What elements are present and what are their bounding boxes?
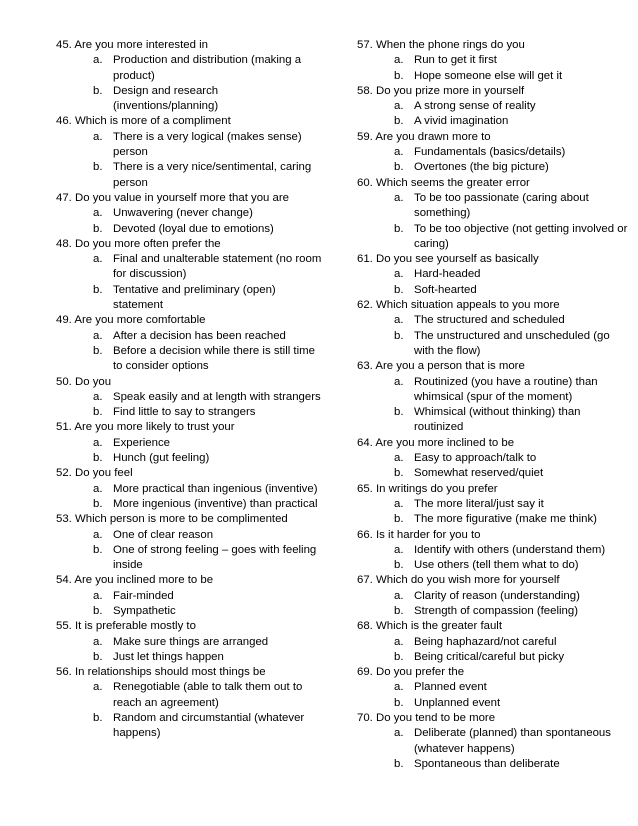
answer-option: [56, 589, 326, 604]
answer-option: [357, 191, 632, 222]
question-line: [357, 573, 632, 588]
question-block: [56, 619, 326, 665]
option-text: Before a decision while there is still time to consider options: [113, 344, 315, 373]
option-letter: b.: [93, 161, 103, 174]
option-letter: a.: [394, 375, 404, 388]
option-letter: a.: [394, 146, 404, 159]
question-text: Which is the greater fault: [376, 620, 503, 633]
question-line: [357, 528, 632, 543]
answer-option: [357, 650, 632, 665]
question-block: [357, 482, 632, 528]
option-letter: a.: [93, 589, 103, 602]
option-text: Hard-headed: [414, 268, 481, 281]
question-number: 46.: [56, 115, 72, 128]
answer-option: [56, 451, 326, 466]
question-number: 47.: [56, 191, 72, 204]
option-text: Find little to say to strangers: [113, 406, 256, 419]
question-text: Do you tend to be more: [376, 712, 496, 725]
option-text: More ingenious (inventive) than practical: [113, 497, 318, 510]
option-text: The more literal/just say it: [414, 497, 544, 510]
question-number: 49.: [56, 314, 72, 327]
question-block: [56, 191, 326, 237]
option-letter: b.: [93, 344, 103, 357]
answer-option: [357, 635, 632, 650]
option-text: Random and circumstantial (whatever happens): [113, 712, 305, 740]
question-line: [357, 252, 632, 267]
question-line: [357, 359, 632, 374]
option-letter: a.: [394, 543, 404, 556]
question-line: [357, 619, 632, 634]
answer-option: [56, 680, 326, 711]
question-line: [357, 298, 632, 313]
question-number: 70.: [357, 712, 373, 725]
answer-option: [56, 390, 326, 405]
option-letter: a.: [93, 681, 103, 694]
answer-option: [56, 206, 326, 221]
question-text: Do you see yourself as basically: [376, 253, 539, 266]
question-number: 52.: [56, 467, 72, 480]
option-letter: b.: [93, 497, 103, 510]
option-text: Sympathetic: [113, 604, 176, 617]
answer-option: [357, 680, 632, 695]
question-text: In relationships should most things be: [75, 666, 266, 679]
question-text: Which situation appeals to you more: [376, 299, 560, 312]
option-text: To be too objective (not getting involved or caring): [414, 222, 628, 250]
option-letter: b.: [394, 283, 404, 296]
option-letter: a.: [394, 191, 404, 204]
option-text: Speak easily and at length with strangers: [113, 390, 321, 403]
question-text: Do you more often prefer the: [75, 237, 221, 250]
question-block: [56, 237, 326, 313]
answer-option: [357, 757, 632, 772]
option-letter: a.: [394, 497, 404, 510]
answer-option: [357, 69, 632, 84]
option-text: Deliberate (planned) than spontaneous (whatever happens): [414, 727, 611, 755]
answer-option: [56, 252, 326, 283]
question-block: [56, 375, 326, 421]
question-number: 62.: [357, 299, 373, 312]
question-line: [56, 420, 326, 435]
option-letter: b.: [394, 757, 404, 770]
option-text: Design and research (inventions/planning): [113, 84, 219, 113]
option-text: Clarity of reason (understanding): [414, 589, 580, 602]
option-letter: a.: [394, 314, 404, 327]
question-text: Are you more likely to trust your: [74, 421, 235, 434]
question-text: Are you more inclined to be: [375, 436, 515, 449]
question-number: 59.: [357, 130, 373, 143]
option-text: Just let things happen: [113, 650, 224, 663]
question-line: [56, 466, 326, 481]
option-letter: b.: [93, 84, 103, 97]
question-text: Which is more of a compliment: [75, 115, 231, 128]
question-line: [56, 512, 326, 527]
answer-option: [357, 114, 632, 129]
answer-option: [56, 436, 326, 451]
option-letter: b.: [93, 604, 103, 617]
question-line: [56, 114, 326, 129]
option-text: Experience: [113, 436, 170, 449]
answer-option: [357, 589, 632, 604]
option-text: Final and unalterable statement (no room for discussion): [113, 253, 322, 281]
option-letter: a.: [93, 130, 103, 143]
question-line: [357, 84, 632, 99]
question-text: Do you prize more in yourself: [376, 84, 525, 97]
option-text: Somewhat reserved/quiet: [414, 467, 544, 480]
answer-option: [357, 375, 632, 406]
option-letter: a.: [394, 452, 404, 465]
option-text: Use others (tell them what to do): [414, 559, 579, 572]
option-text: Renegotiable (able to talk them out to reach an agreement): [113, 681, 303, 709]
option-text: Strength of compassion (feeling): [414, 604, 578, 617]
question-block: [357, 665, 632, 711]
question-line: [357, 665, 632, 680]
answer-option: [56, 711, 326, 742]
answer-option: [357, 558, 632, 573]
question-block: [357, 619, 632, 665]
answer-option: [357, 726, 632, 757]
question-block: [357, 711, 632, 772]
option-letter: b.: [394, 69, 404, 82]
question-text: Are you drawn more to: [375, 130, 491, 143]
option-letter: a.: [93, 528, 103, 541]
option-text: Hope someone else will get it: [414, 69, 563, 82]
option-letter: a.: [394, 268, 404, 281]
answer-option: [56, 344, 326, 375]
question-line: [56, 375, 326, 390]
option-text: Being critical/careful but picky: [414, 650, 565, 663]
question-block: [56, 512, 326, 573]
option-letter: b.: [394, 696, 404, 709]
answer-option: [357, 543, 632, 558]
question-block: [357, 84, 632, 130]
question-number: 67.: [357, 574, 373, 587]
question-line: [56, 313, 326, 328]
answer-option: [56, 543, 326, 574]
question-text: Is it harder for you to: [376, 528, 481, 541]
option-letter: b.: [394, 329, 404, 342]
option-text: Being haphazard/not careful: [414, 635, 557, 648]
option-text: A strong sense of reality: [414, 100, 536, 113]
option-text: Devoted (loyal due to emotions): [113, 222, 274, 235]
answer-option: [357, 497, 632, 512]
option-text: One of strong feeling – goes with feeling inside: [113, 543, 317, 572]
option-letter: b.: [394, 222, 404, 235]
question-number: 57.: [357, 39, 373, 51]
question-number: 54.: [56, 574, 72, 587]
question-block: [56, 573, 326, 619]
question-line: [56, 191, 326, 206]
option-text: Fair-minded: [113, 589, 174, 602]
question-text: Which person is more to be complimented: [75, 513, 288, 526]
option-text: Whimsical (without thinking) than routinized: [414, 406, 581, 434]
option-text: Make sure things are arranged: [113, 635, 269, 648]
option-letter: b.: [93, 406, 103, 419]
question-line: [56, 237, 326, 252]
question-line: [357, 482, 632, 497]
question-text: Do you: [75, 375, 112, 388]
option-text: Easy to approach/talk to: [414, 452, 537, 465]
answer-option: [56, 222, 326, 237]
answer-option: [357, 99, 632, 114]
option-text: Routinized (you have a routine) than whimsical (spur of the moment): [414, 375, 598, 403]
question-number: 69.: [357, 666, 373, 679]
option-letter: a.: [394, 589, 404, 602]
option-letter: a.: [394, 681, 404, 694]
option-text: There is a very logical (makes sense) person: [113, 130, 302, 159]
option-letter: a.: [93, 635, 103, 648]
option-text: Planned event: [414, 681, 487, 694]
option-letter: b.: [394, 406, 404, 419]
question-text: In writings do you prefer: [376, 482, 498, 495]
option-text: Hunch (gut feeling): [113, 452, 210, 465]
question-number: 64.: [357, 436, 373, 449]
question-line: [357, 176, 632, 191]
question-block: [357, 528, 632, 574]
question-text: Are you a person that is more: [375, 360, 525, 373]
answer-option: [357, 451, 632, 466]
option-letter: a.: [93, 436, 103, 449]
question-number: 55.: [56, 620, 72, 633]
question-block: [357, 130, 632, 176]
option-letter: b.: [93, 283, 103, 296]
question-number: 45.: [56, 39, 72, 51]
option-text: The structured and scheduled: [414, 314, 565, 327]
option-text: More practical than ingenious (inventive): [113, 482, 318, 495]
option-letter: b.: [394, 559, 404, 572]
question-block: [357, 38, 632, 84]
question-line: [357, 38, 632, 53]
question-block: [56, 420, 326, 466]
question-number: 58.: [357, 84, 373, 97]
option-text: To be too passionate (caring about something): [414, 191, 589, 220]
question-text: When the phone rings do you: [376, 39, 525, 51]
answer-option: [357, 329, 632, 360]
option-letter: b.: [93, 222, 103, 235]
option-letter: b.: [93, 650, 103, 663]
question-text: It is preferable mostly to: [75, 620, 196, 633]
question-number: 66.: [357, 528, 373, 541]
answer-option: [56, 497, 326, 512]
answer-option: [56, 84, 326, 115]
question-block: [357, 573, 632, 619]
question-number: 60.: [357, 176, 373, 189]
option-text: After a decision has been reached: [113, 329, 286, 342]
option-letter: a.: [93, 253, 103, 266]
option-letter: b.: [394, 467, 404, 480]
option-text: One of clear reason: [113, 528, 214, 541]
answer-option: [357, 283, 632, 298]
answer-option: [56, 160, 326, 191]
question-line: [56, 665, 326, 680]
question-column-left: [56, 38, 326, 742]
option-letter: a.: [394, 727, 404, 740]
answer-option: [357, 145, 632, 160]
question-line: [56, 573, 326, 588]
question-text: Do you value in yourself more that you are: [75, 191, 290, 204]
option-text: A vivid imagination: [414, 115, 509, 128]
answer-option: [357, 222, 632, 253]
question-number: 56.: [56, 666, 72, 679]
question-text: Are you inclined more to be: [74, 574, 214, 587]
answer-option: [56, 635, 326, 650]
question-block: [357, 436, 632, 482]
option-letter: a.: [394, 635, 404, 648]
question-text: Are you more interested in: [74, 39, 208, 51]
option-text: The unstructured and unscheduled (go with the flow): [414, 329, 610, 357]
option-letter: a.: [93, 54, 103, 67]
question-number: 61.: [357, 253, 373, 266]
answer-option: [357, 313, 632, 328]
question-block: [56, 313, 326, 374]
option-letter: a.: [394, 54, 404, 67]
question-line: [357, 711, 632, 726]
option-text: Spontaneous than deliberate: [414, 757, 560, 770]
question-number: 53.: [56, 513, 72, 526]
option-letter: b.: [93, 712, 103, 725]
answer-option: [56, 604, 326, 619]
question-block: [357, 176, 632, 252]
answer-option: [56, 329, 326, 344]
answer-option: [56, 650, 326, 665]
question-block: [357, 298, 632, 359]
question-text: Do you prefer the: [376, 666, 465, 679]
question-text: Are you more comfortable: [74, 314, 206, 327]
option-letter: b.: [394, 115, 404, 128]
question-text: Do you feel: [75, 467, 133, 480]
question-block: [56, 665, 326, 741]
question-block: [56, 466, 326, 512]
answer-option: [357, 512, 632, 527]
option-letter: a.: [93, 329, 103, 342]
question-number: 65.: [357, 482, 373, 495]
question-column-right: [357, 38, 632, 772]
answer-option: [357, 160, 632, 175]
question-text: Which do you wish more for yourself: [376, 574, 560, 587]
question-block: [357, 359, 632, 435]
question-number: 48.: [56, 237, 72, 250]
option-text: Production and distribution (making a product): [113, 54, 302, 82]
answer-option: [357, 267, 632, 282]
option-text: Soft-hearted: [414, 283, 477, 296]
option-text: Unwavering (never change): [113, 207, 253, 220]
answer-option: [56, 482, 326, 497]
answer-option: [357, 405, 632, 436]
option-text: Overtones (the big picture): [414, 161, 549, 174]
option-letter: a.: [394, 100, 404, 113]
option-letter: b.: [394, 650, 404, 663]
option-letter: b.: [394, 161, 404, 174]
option-text: Run to get it first: [414, 54, 497, 67]
answer-option: [357, 466, 632, 481]
question-block: [56, 114, 326, 190]
question-text: Which seems the greater error: [376, 176, 530, 189]
option-letter: b.: [394, 513, 404, 526]
question-line: [357, 436, 632, 451]
option-text: The more figurative (make me think): [414, 513, 597, 526]
answer-option: [357, 604, 632, 619]
answer-option: [56, 528, 326, 543]
question-block: [56, 38, 326, 114]
question-line: [56, 38, 326, 53]
option-letter: a.: [93, 390, 103, 403]
answer-option: [357, 696, 632, 711]
option-text: There is a very nice/sentimental, caring person: [113, 161, 312, 189]
answer-option: [56, 405, 326, 420]
question-line: [357, 130, 632, 145]
answer-option: [56, 53, 326, 84]
question-block: [357, 252, 632, 298]
question-number: 68.: [357, 620, 373, 633]
answer-option: [56, 130, 326, 161]
option-letter: b.: [93, 452, 103, 465]
answer-option: [56, 283, 326, 314]
option-letter: a.: [93, 482, 103, 495]
question-number: 50.: [56, 375, 72, 388]
option-text: Identify with others (understand them): [414, 543, 606, 556]
option-text: Tentative and preliminary (open) statement: [113, 283, 276, 312]
option-text: Unplanned event: [414, 696, 501, 709]
question-line: [56, 619, 326, 634]
answer-option: [357, 53, 632, 68]
option-text: Fundamentals (basics/details): [414, 146, 566, 159]
question-number: 63.: [357, 360, 373, 373]
question-number: 51.: [56, 421, 72, 434]
option-letter: a.: [93, 207, 103, 220]
option-letter: b.: [394, 604, 404, 617]
option-letter: b.: [93, 543, 103, 556]
